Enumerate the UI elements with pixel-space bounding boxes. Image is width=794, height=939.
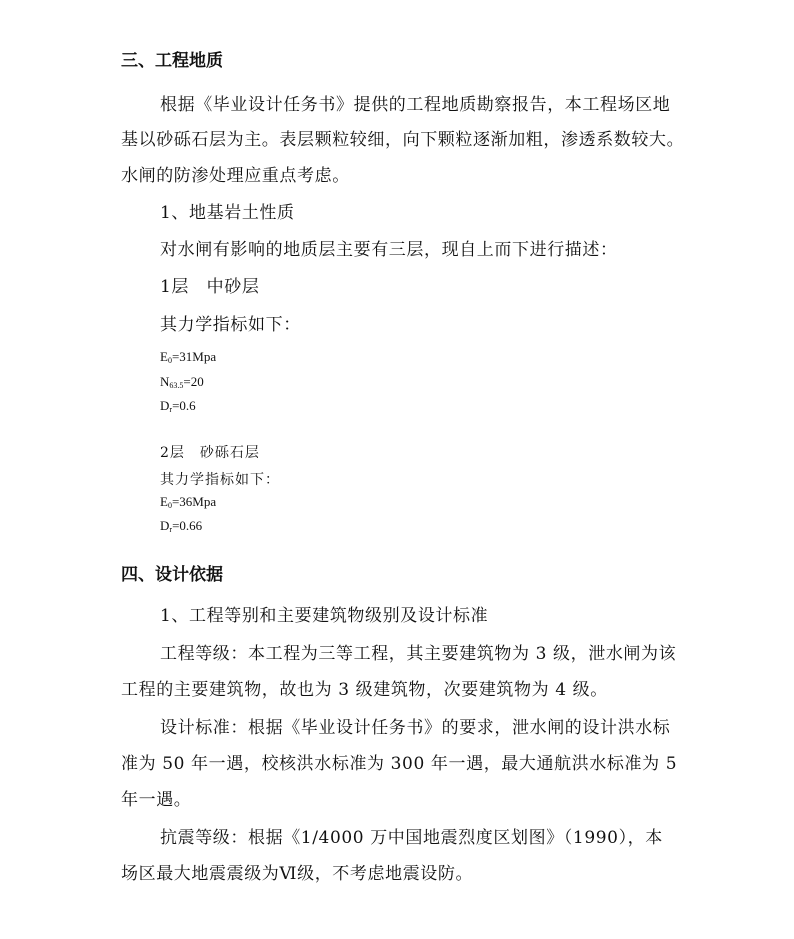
seismic-paragraph-line-1: 抗震等级：根据《1/4000 万中国地震烈度区划图》（1990），本 — [160, 828, 663, 848]
section-3-paragraph-line-2: 基以砂砾石层为主。表层颗粒较细，向下颗粒逐渐加粗，渗透系数较大。 — [121, 130, 685, 150]
layer-1-e0: $E_0=31Mpa$ — [160, 349, 217, 365]
layer-2-dr: $D_r=0.66$ — [160, 518, 203, 534]
section-4-heading: 四、设计依据 — [121, 565, 223, 585]
seismic-paragraph-line-2: 场区最大地震震级为Ⅵ级，不考虑地震设防。 — [121, 864, 474, 884]
standard-paragraph-line-1: 设计标准：根据《毕业设计任务书》的要求，泄水闸的设计洪水标 — [160, 718, 671, 738]
layer-1-title: 1层 中砂层 — [160, 277, 260, 297]
standard-paragraph-line-2: 准为 50 年一遇，校核洪水标准为 300 年一遇，最大通航洪水标准为 5 — [121, 754, 678, 774]
grade-paragraph-line-1: 工程等级：本工程为三等工程，其主要建筑物为 3 级，泄水闸为该 — [160, 644, 677, 664]
standard-paragraph-line-3: 年一遇。 — [121, 790, 192, 810]
layer-1-n635: $N_{63.5}=20$ — [160, 374, 204, 390]
layers-intro: 对水闸有影响的地质层主要有三层，现自上而下进行描述： — [160, 240, 618, 260]
grade-paragraph-line-2: 工程的主要建筑物，故也为 3 级建筑物，次要建筑物为 4 级。 — [121, 680, 608, 700]
section-3-paragraph-line-1: 根据《毕业设计任务书》提供的工程地质勘察报告，本工程场区地 — [160, 95, 671, 115]
layer-2-e0: $E_0=36Mpa$ — [160, 494, 217, 510]
section-3-heading: 三、工程地质 — [121, 51, 223, 71]
section-3-paragraph-line-3: 水闸的防渗处理应重点考虑。 — [121, 166, 350, 186]
subsection-foundation-title: 1、地基岩土性质 — [160, 203, 295, 223]
layer-1-dr: $D_r=0.6$ — [160, 398, 196, 414]
layer-1-indices-label: 其力学指标如下： — [160, 315, 301, 335]
subsection-grade-title: 1、工程等别和主要建筑物级别及设计标准 — [160, 606, 489, 626]
layer-2-indices-label: 其力学指标如下： — [160, 472, 280, 488]
layer-2-title: 2层 砂砾石层 — [160, 445, 260, 461]
